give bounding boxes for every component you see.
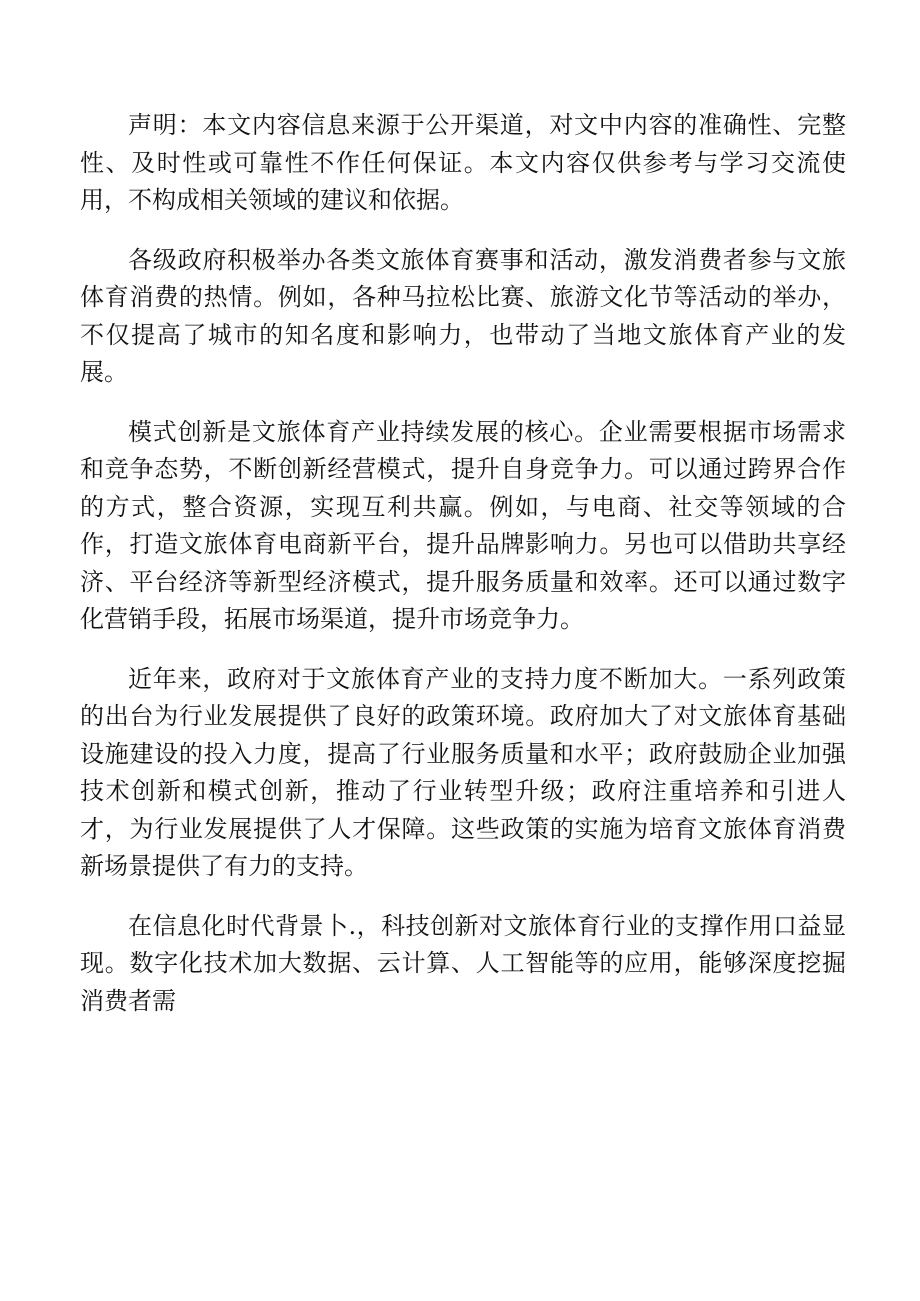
body-paragraph: 模式创新是文旅体育产业持续发展的核心。企业需要根据市场需求和竞争态势，不断创新经营模式，提升自身竞争力。可以通过跨界合作的方式，整合资源，实现互利共赢。例如，与电商、社交等领域的合作，打造文旅体育电商新平台，提升品牌影响力。另也可以借助共享经济、平台经济等新型经济模式，提升服务质量和效率。还可以通过数字化营销手段，拓展市场渠道，提升市场竞争力。 xyxy=(80,417,846,633)
disclaimer-paragraph: 声明：本文内容信息来源于公开渠道，对文中内容的准确性、完整性、及时性或可靠性不作任何保证。本文内容仅供参考与学习交流使用，不构成相关领域的建议和依据。 xyxy=(80,111,846,214)
body-paragraph: 在信息化时代背景卜.，科技创新对文旅体育行业的支撑作用口益显现。数字化技术加大数据、云计算、人工智能等的应用，能够深度挖掘消费者需 xyxy=(80,911,846,1015)
body-paragraph: 各级政府积极举办各类文旅体育赛事和活动，激发消费者参与文旅体育消费的热情。例如，各种马拉松比赛、旅游文化节等活动的举办，不仅提高了城市的知名度和影响力，也带动了当地文旅体育产业的发展。 xyxy=(80,245,846,386)
body-paragraph: 近年来，政府对于文旅体育产业的支持力度不断加大。一系列政策的出台为行业发展提供了良好的政策环境。政府加大了对文旅体育基础设施建设的投入力度，提高了行业服务质量和水平；政府鼓励企业加强技术创新和模式创新，推动了行业转型升级；政府注重培养和引进人才，为行业发展提供了人才保障。这些政策的实施为培育文旅体育消费新场景提供了有力的支持。 xyxy=(80,664,846,880)
